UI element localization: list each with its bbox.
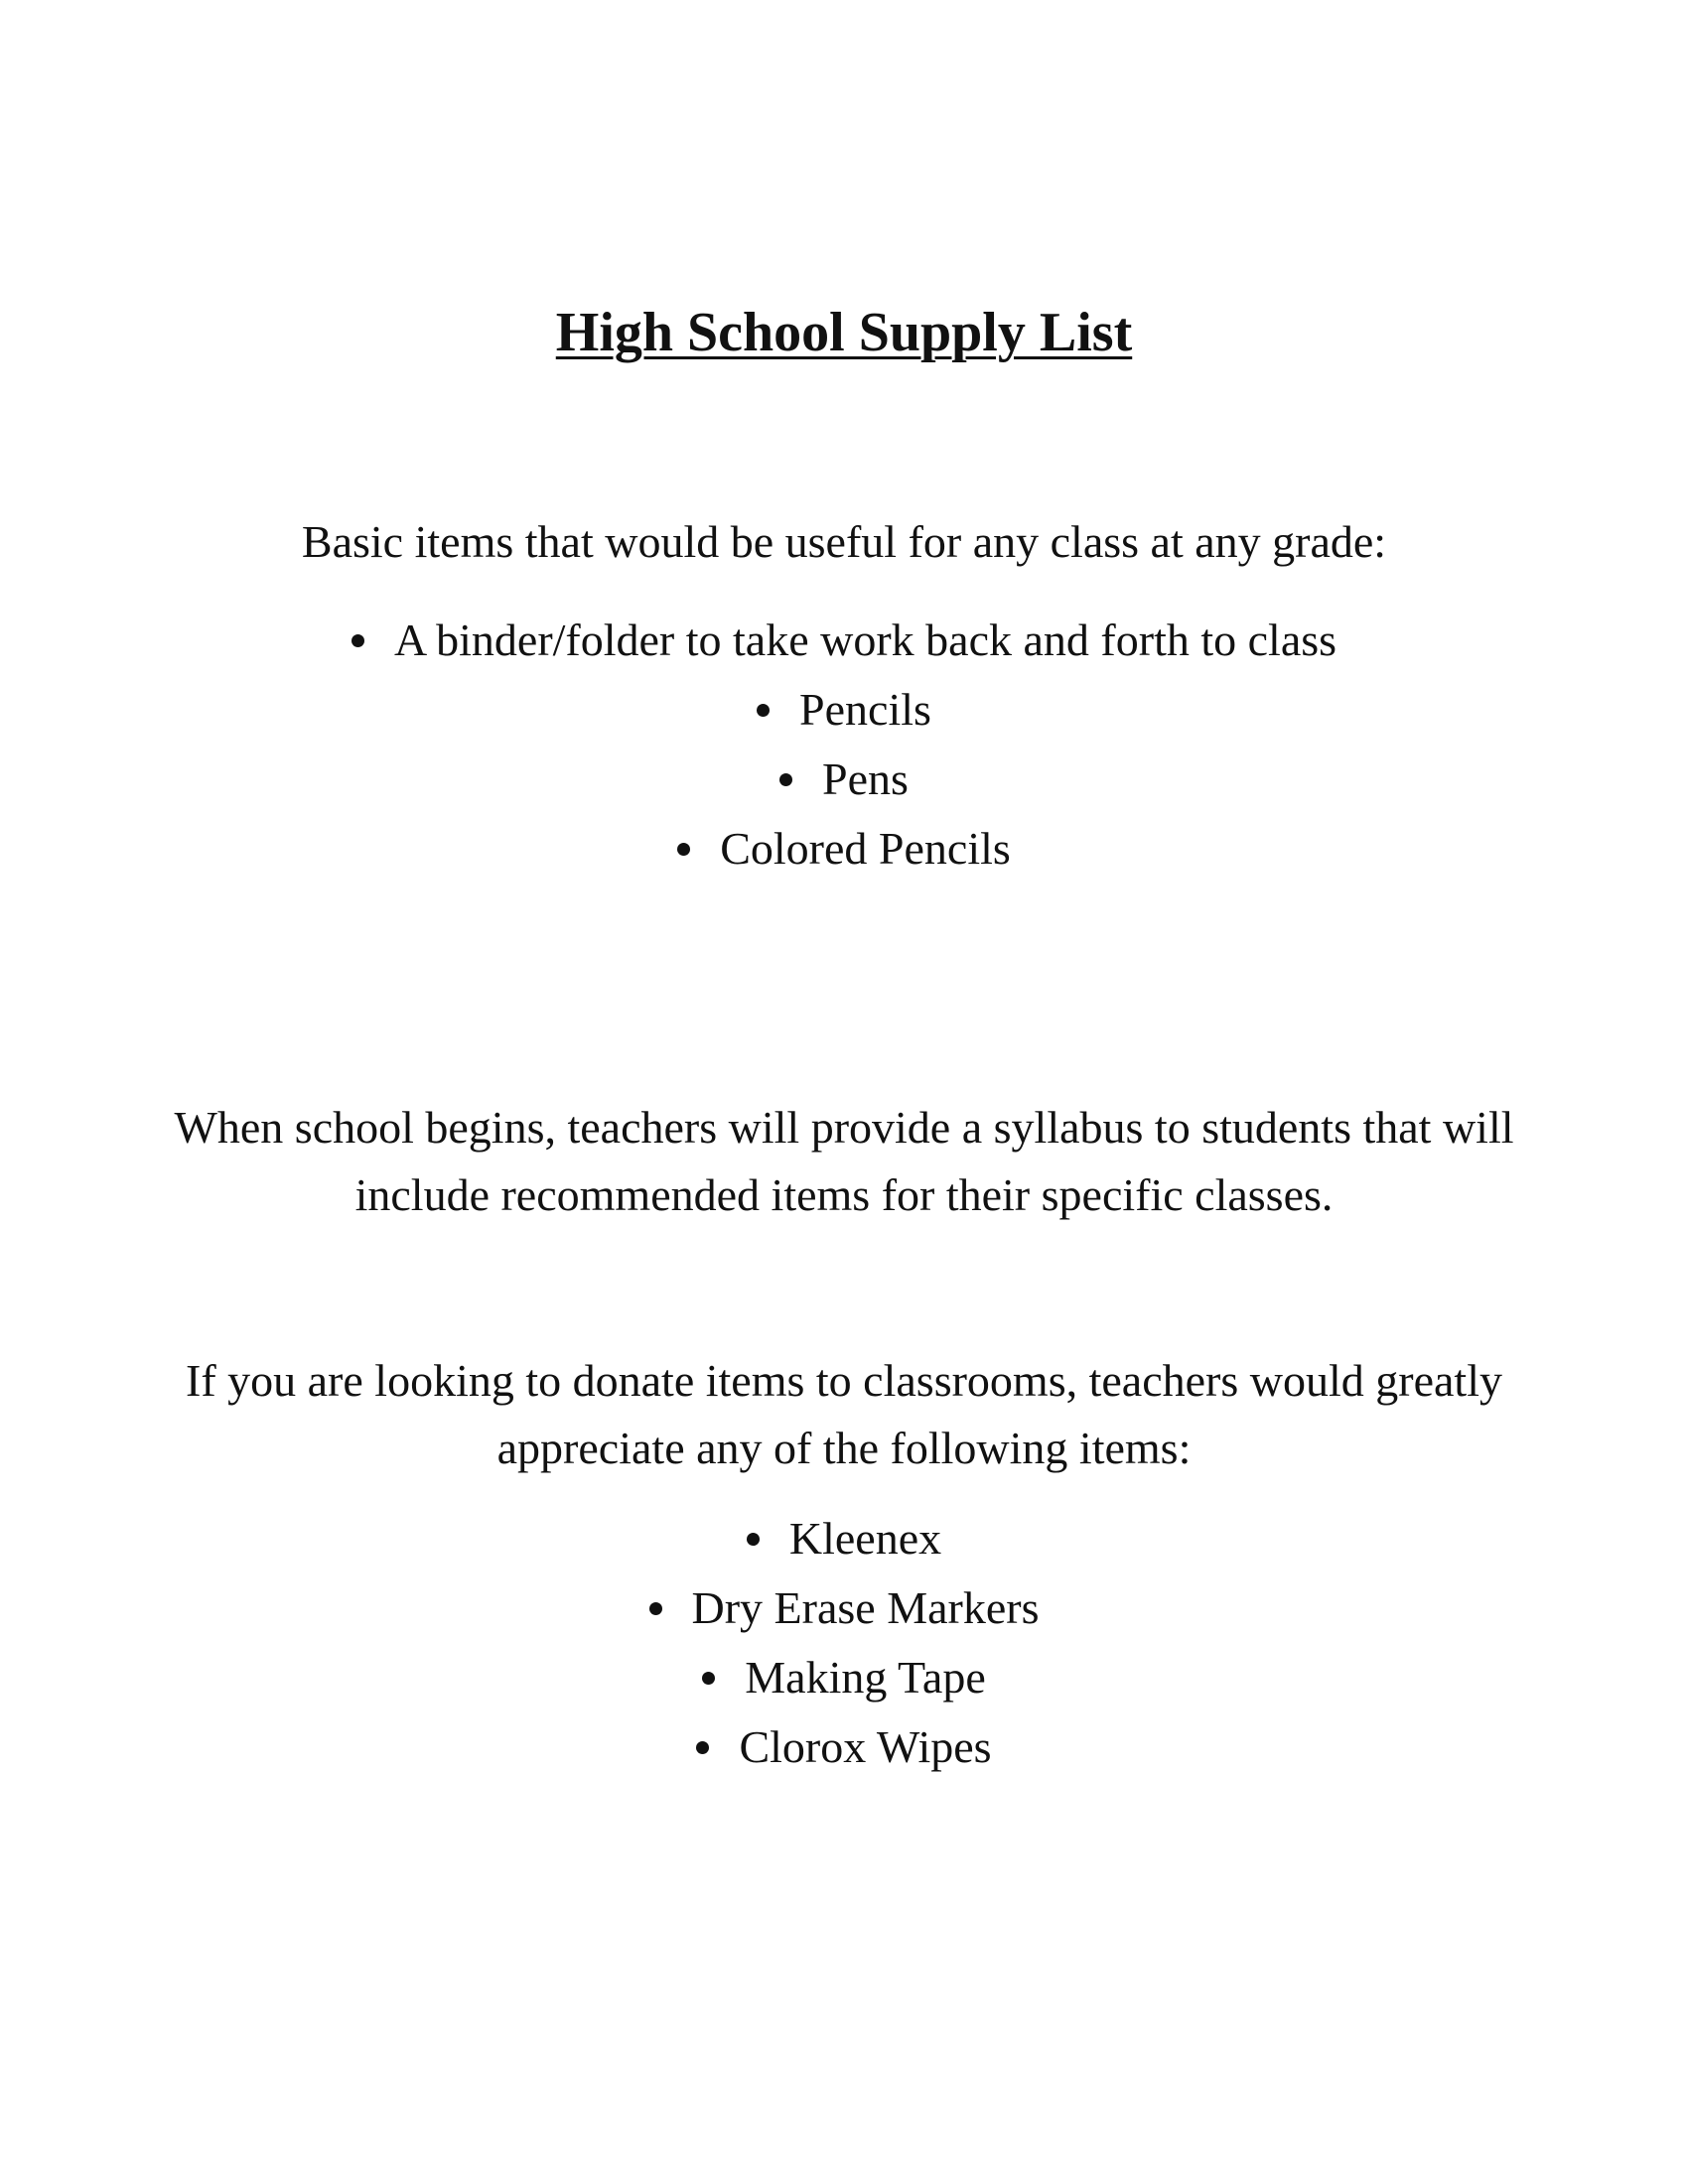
bullet-icon: [352, 634, 364, 647]
list-item: [0, 1643, 1688, 1712]
list-item-text: Making Tape: [745, 1652, 986, 1703]
list-item-text: Dry Erase Markers: [691, 1582, 1040, 1633]
list-item: [0, 675, 1688, 745]
bullet-icon: [779, 773, 792, 786]
list-item-text: Pencils: [799, 684, 931, 735]
list-item: [0, 1573, 1688, 1643]
basic-items-list: [0, 606, 1688, 884]
list-item: [0, 606, 1688, 675]
bullet-icon: [649, 1602, 662, 1615]
list-item-text: Pens: [822, 753, 909, 804]
list-item-text: Colored Pencils: [720, 823, 1011, 874]
list-item-text: Clorox Wipes: [739, 1721, 992, 1772]
bullet-icon: [677, 843, 690, 856]
bullet-icon: [696, 1741, 709, 1754]
basic-items-intro: Basic items that would be useful for any class at any grade:: [301, 516, 1387, 567]
list-item: [0, 814, 1688, 884]
syllabus-note: When school begins, teachers will provide a syllabus to students that will include recommended items for their specific classes.: [174, 1102, 1514, 1220]
donate-items-list: [0, 1504, 1688, 1782]
list-item-text: Kleenex: [788, 1513, 942, 1564]
donate-intro: If you are looking to donate items to classrooms, teachers would greatly appreciate any of the following items:: [186, 1355, 1502, 1473]
bullet-icon: [757, 704, 770, 717]
list-item: [0, 1504, 1688, 1573]
list-item: [0, 1712, 1688, 1782]
list-item-text: A binder/folder to take work back and forth to class: [393, 614, 1337, 665]
list-item: [0, 745, 1688, 814]
bullet-icon: [747, 1533, 760, 1546]
page-title: High School Supply List: [555, 302, 1133, 363]
bullet-icon: [702, 1672, 715, 1685]
